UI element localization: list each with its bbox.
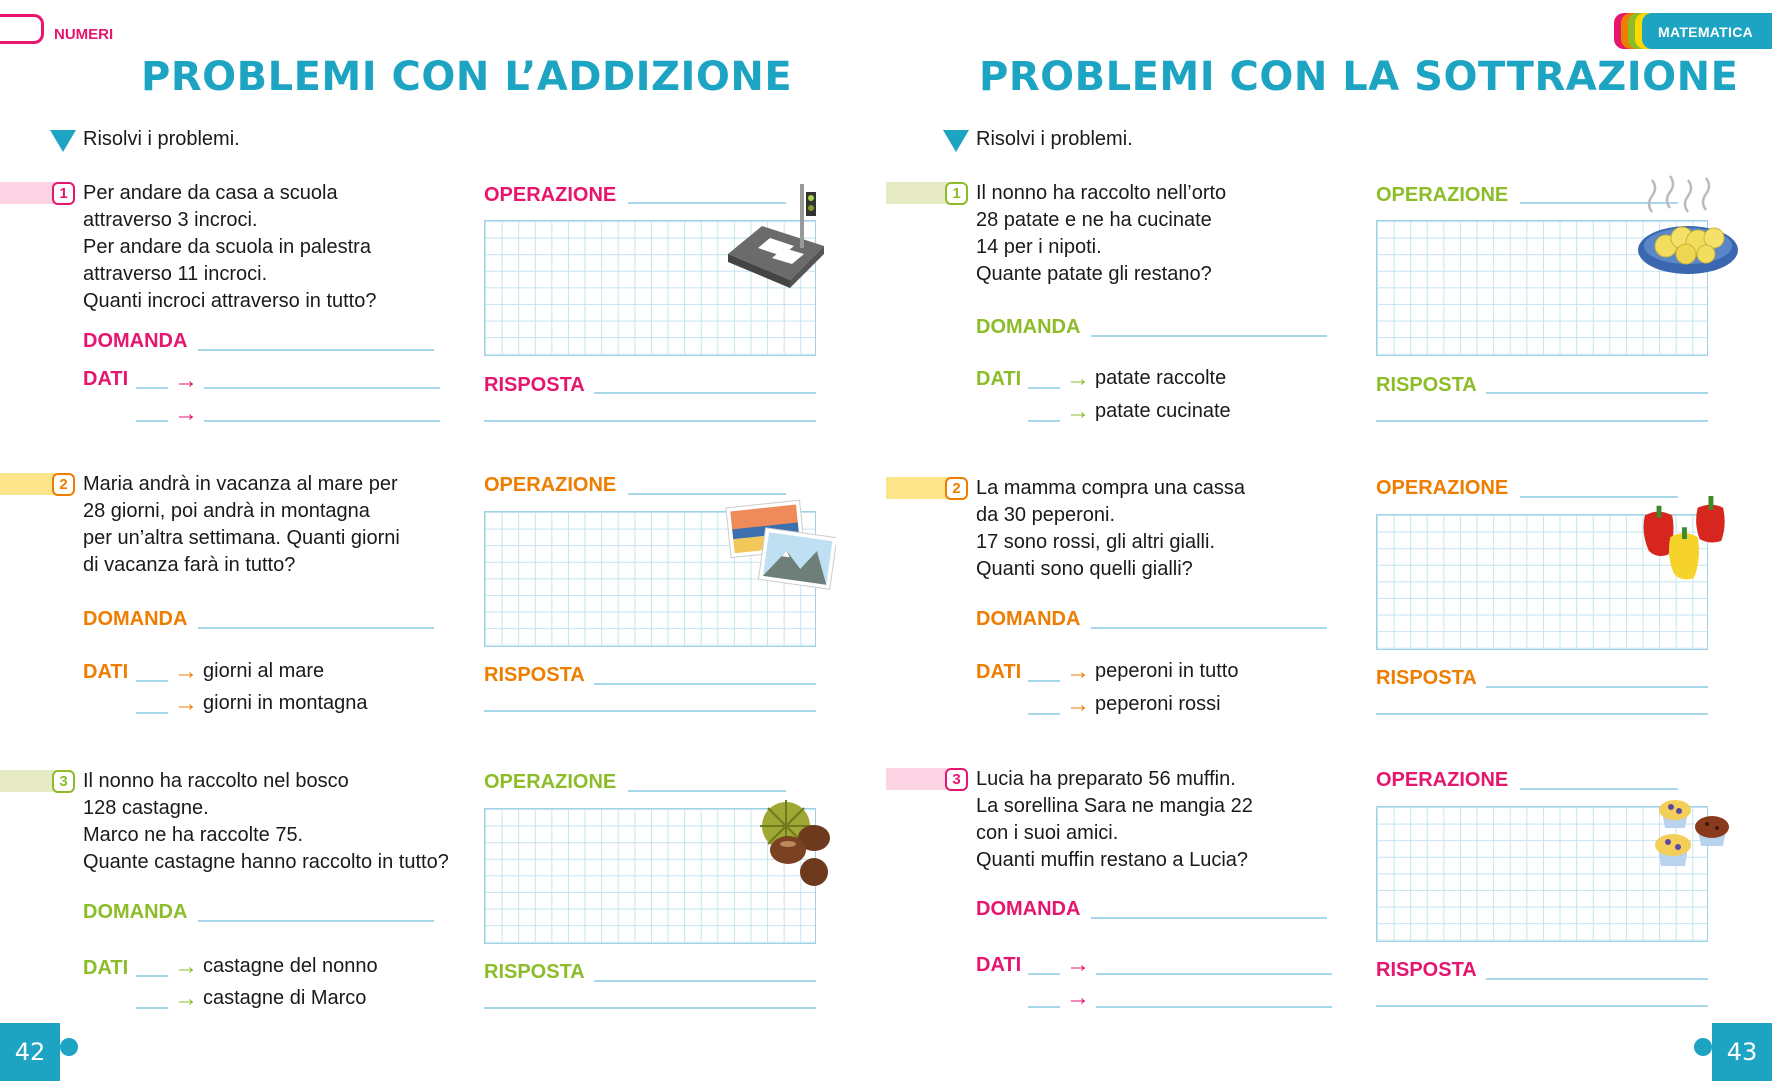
dati-answer-line[interactable] xyxy=(1096,1006,1332,1008)
risposta-label: RISPOSTA xyxy=(484,664,585,686)
problem-number: 1 xyxy=(945,182,968,205)
problem-text: Lucia ha preparato 56 muffin. La sorellina Sara ne mangia 22 con i suoi amici. Quanti muffin restano a Lucia? xyxy=(976,768,1253,871)
risposta-line-2[interactable] xyxy=(1376,713,1708,715)
dati-item: giorni al mare xyxy=(203,660,325,682)
problem-stripe xyxy=(886,477,952,499)
section-label-matematica: MATEMATICA xyxy=(1658,24,1754,40)
operazione-label: OPERAZIONE xyxy=(484,184,617,206)
problem-text: Il nonno ha raccolto nell’orto 28 patate e ne ha cucinate 14 per i nipoti. Quante patate gli restano? xyxy=(976,182,1227,285)
dati-blank[interactable] xyxy=(1028,1006,1060,1008)
dati-label: DATI xyxy=(976,661,1022,683)
dati-label: DATI xyxy=(83,957,129,979)
risposta-line[interactable] xyxy=(594,392,816,394)
operazione-label: OPERAZIONE xyxy=(484,474,617,496)
dati-blank[interactable] xyxy=(136,680,168,682)
risposta-line-2[interactable] xyxy=(484,710,816,712)
domanda-answer-line[interactable] xyxy=(1091,627,1327,629)
risposta-line-2[interactable] xyxy=(1376,420,1708,422)
instruction-triangle-icon xyxy=(943,130,969,152)
domanda-answer-line[interactable] xyxy=(1091,917,1327,919)
problem-stripe xyxy=(886,768,952,790)
dati-answer-line[interactable] xyxy=(204,387,440,389)
chestnuts-icon xyxy=(756,798,836,890)
domanda-label: DOMANDA xyxy=(976,608,1081,630)
right-page-number: 43 xyxy=(1712,1023,1772,1081)
muffins-icon xyxy=(1652,792,1732,868)
risposta-line[interactable] xyxy=(1486,978,1708,980)
arrow-icon: → xyxy=(174,400,198,427)
domanda-label: DOMANDA xyxy=(976,898,1081,920)
dati-item: peperoni in tutto xyxy=(1095,660,1239,682)
operazione-label: OPERAZIONE xyxy=(484,771,617,793)
domanda-label: DOMANDA xyxy=(976,316,1081,338)
domanda-answer-line[interactable] xyxy=(1091,335,1327,337)
operazione-line[interactable] xyxy=(628,493,786,495)
dati-label: DATI xyxy=(83,368,129,390)
problem-number: 3 xyxy=(945,768,968,791)
dati-label: DATI xyxy=(83,661,129,683)
arrow-icon: → xyxy=(1066,984,1090,1011)
dati-blank[interactable] xyxy=(136,712,168,714)
risposta-label: RISPOSTA xyxy=(484,374,585,396)
domanda-label: DOMANDA xyxy=(83,330,188,352)
dati-blank[interactable] xyxy=(136,420,168,422)
domanda-label: DOMANDA xyxy=(83,608,188,630)
dati-blank[interactable] xyxy=(1028,420,1060,422)
dati-blank[interactable] xyxy=(136,1007,168,1009)
operazione-line[interactable] xyxy=(628,790,786,792)
risposta-label: RISPOSTA xyxy=(1376,959,1477,981)
right-page-title: PROBLEMI CON LA SOTTRAZIONE xyxy=(979,54,1739,100)
potato-plate-icon xyxy=(1636,168,1740,276)
dati-blank[interactable] xyxy=(1028,680,1060,682)
arrow-icon: → xyxy=(174,690,198,717)
operazione-label: OPERAZIONE xyxy=(1376,184,1509,206)
traffic-light-crossing-icon xyxy=(722,184,830,292)
peppers-icon xyxy=(1636,494,1730,586)
dati-label: DATI xyxy=(976,368,1022,390)
problem-stripe xyxy=(0,770,60,792)
risposta-line-2[interactable] xyxy=(484,420,816,422)
dati-blank[interactable] xyxy=(136,975,168,977)
dati-item: castagne di Marco xyxy=(203,987,367,1009)
problem-number: 1 xyxy=(52,182,75,205)
arrow-icon: → xyxy=(174,985,198,1012)
dati-item: patate raccolte xyxy=(1095,367,1227,389)
domanda-label: DOMANDA xyxy=(83,901,188,923)
arrow-icon: → xyxy=(1066,691,1090,718)
arrow-icon: → xyxy=(174,953,198,980)
domanda-answer-line[interactable] xyxy=(198,920,434,922)
dati-blank[interactable] xyxy=(1028,973,1060,975)
problem-text: Maria andrà in vacanza al mare per 28 giorni, poi andrà in montagna per un’altra settimana. Quanti giorni di vacanza farà in tutto? xyxy=(83,473,400,576)
risposta-line[interactable] xyxy=(594,683,816,685)
problem-text: La mamma compra una cassa da 30 peperoni. 17 sono rossi, gli altri gialli. Quanti sono quelli gialli? xyxy=(976,477,1246,580)
arrow-icon: → xyxy=(1066,951,1090,978)
risposta-line[interactable] xyxy=(1486,686,1708,688)
arrow-icon: → xyxy=(174,367,198,394)
risposta-line-2[interactable] xyxy=(1376,1005,1708,1007)
risposta-line[interactable] xyxy=(1486,392,1708,394)
problem-stripe xyxy=(0,182,60,204)
risposta-line-2[interactable] xyxy=(484,1007,816,1009)
left-page-title: PROBLEMI CON L’ADDIZIONE xyxy=(141,54,793,100)
arrow-icon: → xyxy=(1066,398,1090,425)
problem-number: 2 xyxy=(52,473,75,496)
arrow-icon: → xyxy=(1066,365,1090,392)
arrow-icon: → xyxy=(174,658,198,685)
domanda-answer-line[interactable] xyxy=(198,349,434,351)
dati-answer-line[interactable] xyxy=(1096,973,1332,975)
dati-blank[interactable] xyxy=(1028,387,1060,389)
dati-answer-line[interactable] xyxy=(204,420,440,422)
section-label-numeri: NUMERI xyxy=(54,26,114,43)
matematica-tab xyxy=(1614,13,1772,49)
problem-stripe xyxy=(0,473,60,495)
risposta-line[interactable] xyxy=(594,980,816,982)
problem-stripe xyxy=(886,182,952,204)
problem-text: Il nonno ha raccolto nel bosco 128 castagne. Marco ne ha raccolte 75. Quante castagne hanno raccolto in tutto? xyxy=(83,770,449,873)
dati-blank[interactable] xyxy=(1028,713,1060,715)
dati-item: patate cucinate xyxy=(1095,400,1231,422)
numeri-tab xyxy=(0,14,44,44)
dati-blank[interactable] xyxy=(136,387,168,389)
domanda-answer-line[interactable] xyxy=(198,627,434,629)
risposta-label: RISPOSTA xyxy=(1376,374,1477,396)
dati-label: DATI xyxy=(976,954,1022,976)
page-tab-knob xyxy=(60,1038,78,1056)
arrow-icon: → xyxy=(1066,658,1090,685)
dati-item: giorni in montagna xyxy=(203,692,368,714)
operazione-label: OPERAZIONE xyxy=(1376,477,1509,499)
instruction-triangle-icon xyxy=(50,130,76,152)
problem-number: 3 xyxy=(52,770,75,793)
dati-item: peperoni rossi xyxy=(1095,693,1221,715)
operazione-label: OPERAZIONE xyxy=(1376,769,1509,791)
risposta-label: RISPOSTA xyxy=(484,961,585,983)
problem-number: 2 xyxy=(945,477,968,500)
risposta-label: RISPOSTA xyxy=(1376,667,1477,689)
postcards-icon xyxy=(724,496,836,592)
left-page-number: 42 xyxy=(0,1023,60,1081)
problem-text: Per andare da casa a scuola attraverso 3 incroci. Per andare da scuola in palestra attraverso 11 incroci. Quanti incroci attraverso in tutto? xyxy=(83,182,377,312)
operazione-line[interactable] xyxy=(1520,788,1678,790)
page-tab-knob xyxy=(1694,1038,1712,1056)
left-instruction: Risolvi i problemi. xyxy=(83,128,240,150)
right-instruction: Risolvi i problemi. xyxy=(976,128,1133,150)
dati-item: castagne del nonno xyxy=(203,955,378,977)
